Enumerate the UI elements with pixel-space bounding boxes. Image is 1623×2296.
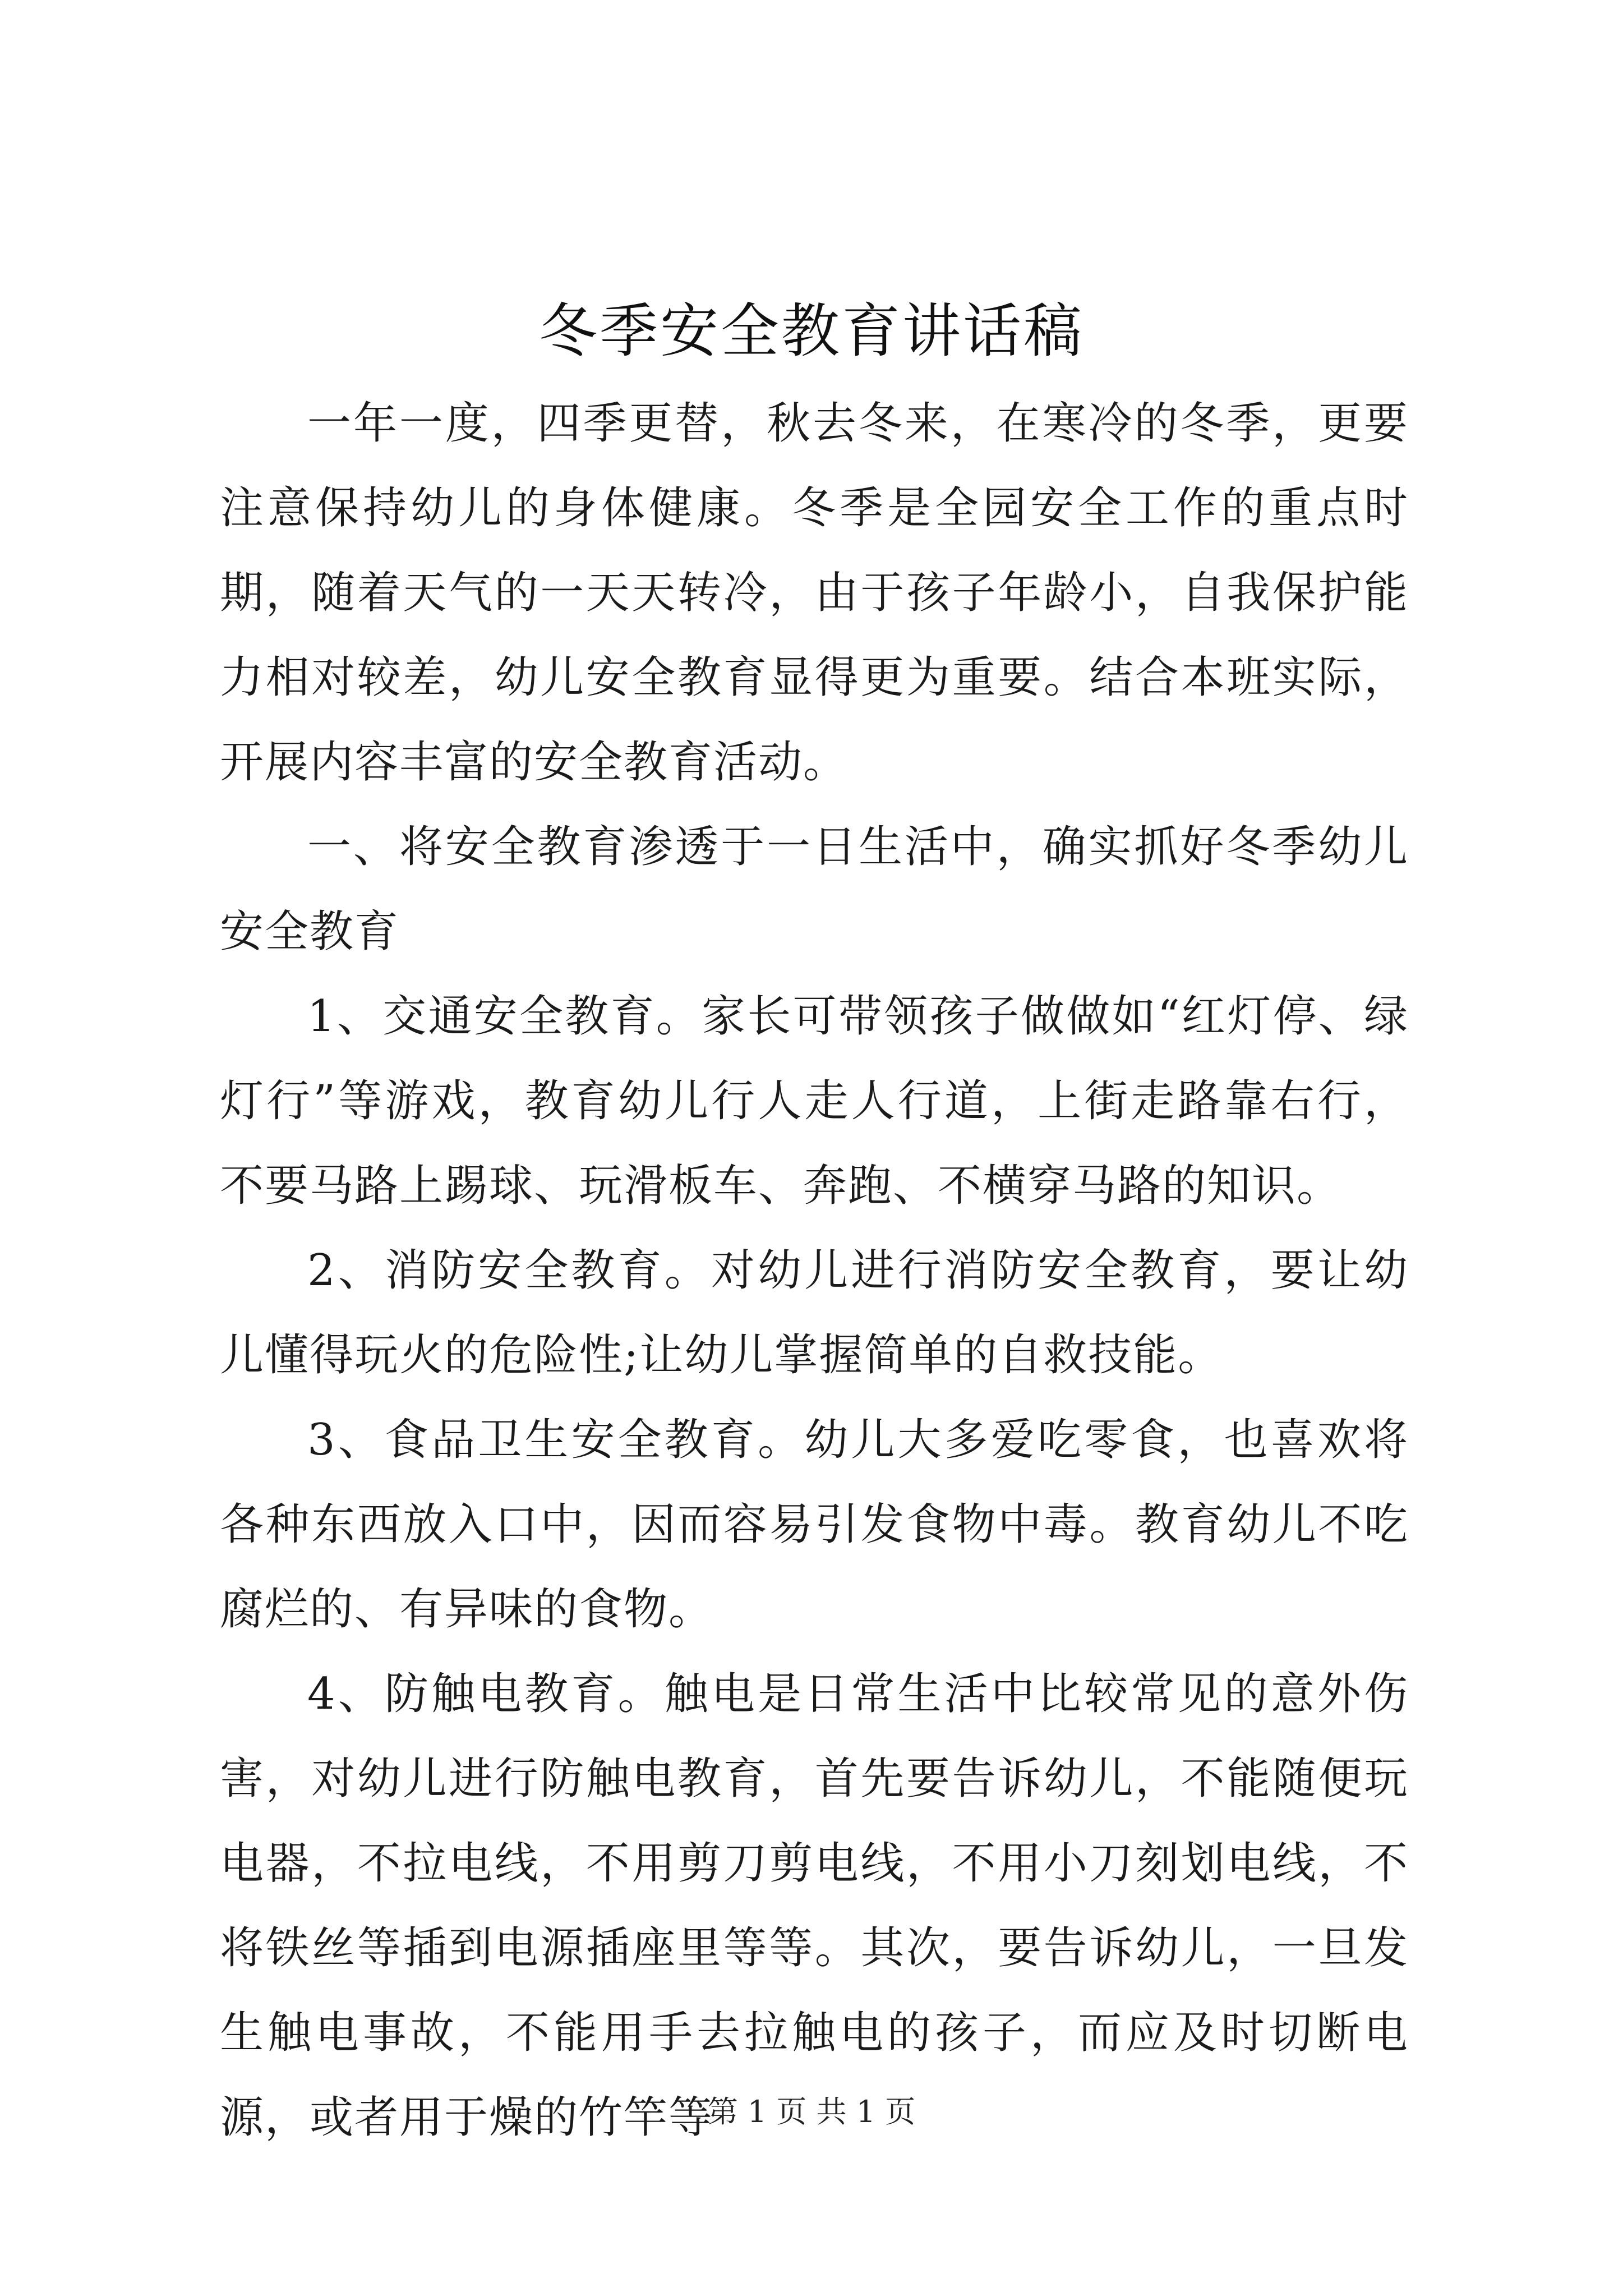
page-footer: 第 1 页 共 1 页 (707, 2094, 916, 2129)
document-body (220, 381, 1409, 2160)
paragraph-intro: 一年一度，四季更替，秋去冬来，在寒冷的冬季，更要注意保持幼儿的身体健康。冬季是全园安全工作的重点时期，随着天气的一天天转冷，由于孩子年龄小，自我保护能力相对较差，幼儿安全教育显得更为重要。结合本班实际，开展内容丰富的安全教育活动。 (220, 398, 1409, 788)
paragraph-section-heading: 一、将安全教育渗透于一日生活中，确实抓好冬季幼儿安全教育 (220, 822, 1409, 957)
paragraph-electric-safety: 4、防触电教育。触电是日常生活中比较常见的意外伤害，对幼儿进行防触电教育，首先要告诉幼儿，不能随便玩电器，不拉电线，不用剪刀剪电线，不用小刀刻划电线，不将铁丝等插到电源插座里等等。其次，要告诉幼儿，一旦发生触电事故，不能用手去拉触电的孩子，而应及时切断电源，或者用于燥的竹竿等 (220, 1669, 1409, 2143)
document-title: 冬季安全教育讲话稿 (538, 297, 1084, 365)
paragraph-food-safety: 3、食品卫生安全教育。幼儿大多爱吃零食，也喜欢将各种东西放入口中，因而容易引发食物中毒。教育幼儿不吃腐烂的、有异味的食物。 (220, 1415, 1409, 1635)
paragraph-traffic-safety: 1、交通安全教育。家长可带领孩子做做如“红灯停、绿灯行”等游戏，教育幼儿行人走人行道，上街走路靠右行，不要马路上踢球、玩滑板车、奔跑、不横穿马路的知识。 (220, 991, 1409, 1211)
paragraph-fire-safety: 2、消防安全教育。对幼儿进行消防安全教育，要让幼儿懂得玩火的危险性;让幼儿掌握简单的自救技能。 (220, 1245, 1409, 1381)
